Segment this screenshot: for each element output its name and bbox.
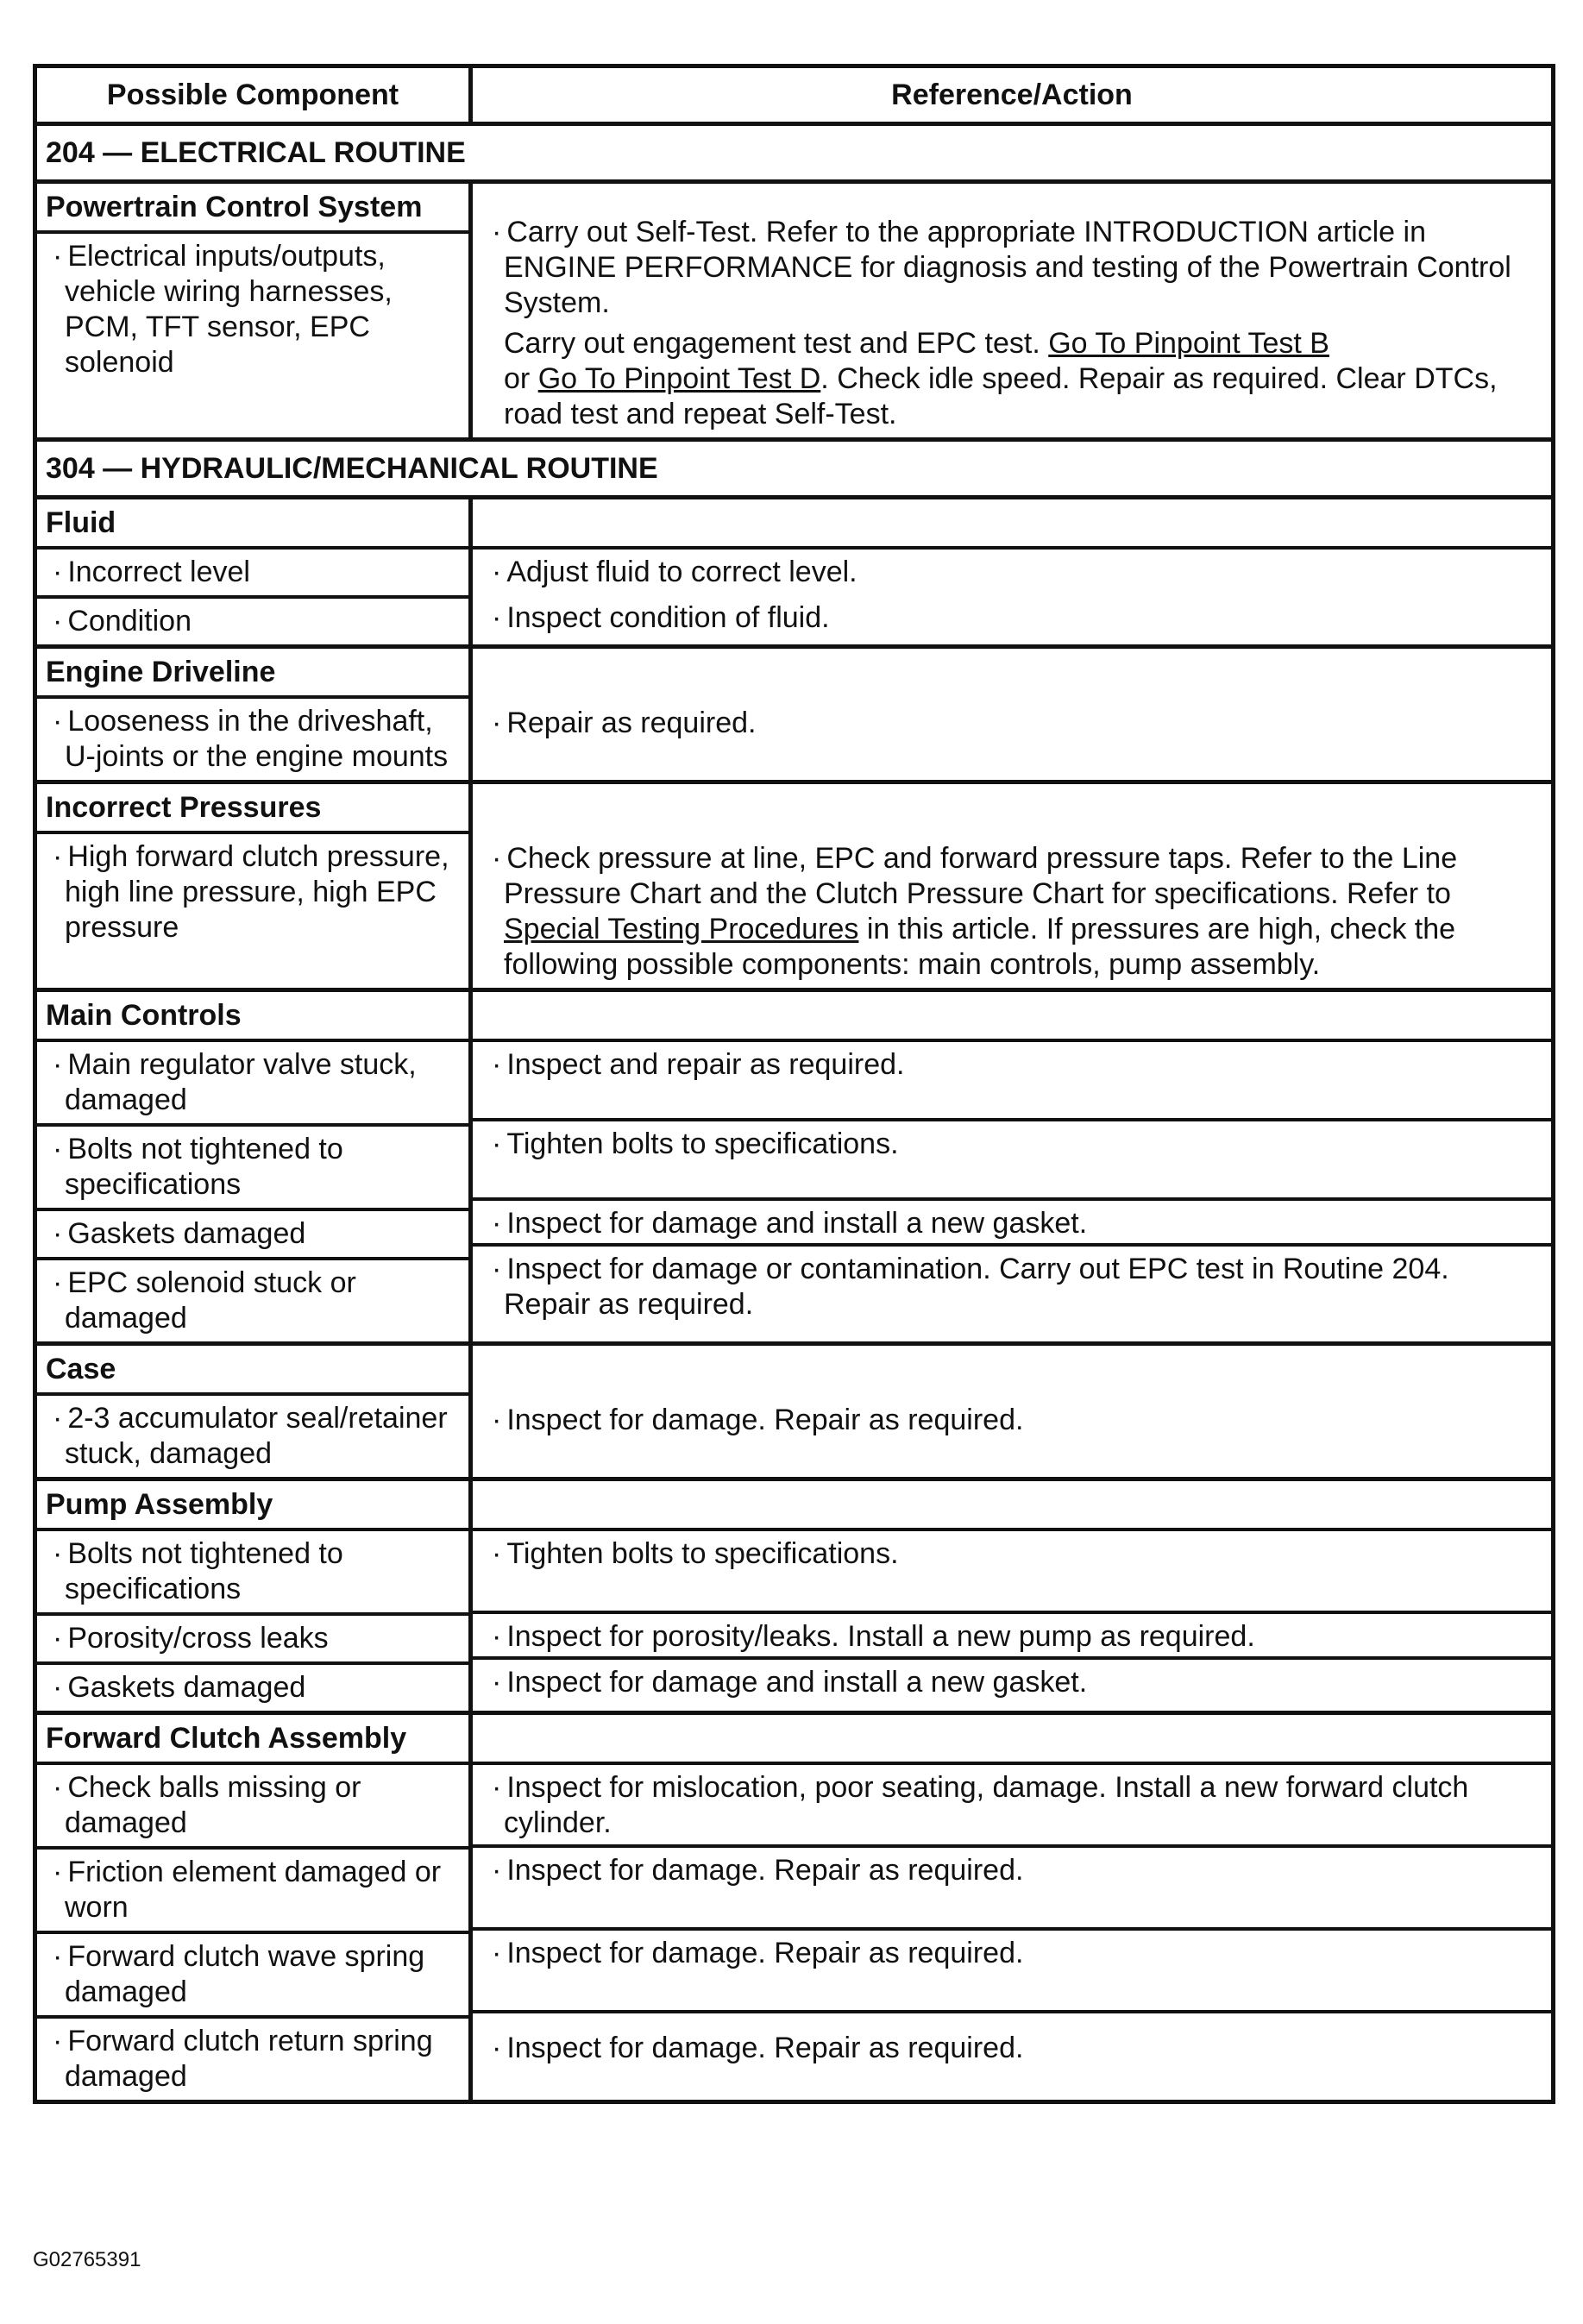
fluid-item-1: · Incorrect level <box>37 550 468 595</box>
case-action-cell <box>471 1344 1554 1479</box>
engine-driveline-action-1: · Repair as required. <box>473 649 1551 746</box>
routine-204-title: 204 — ELECTRICAL ROUTINE <box>35 124 1554 182</box>
fluid-component-cell <box>35 498 471 647</box>
group-title-main-controls: Main Controls <box>37 992 468 1042</box>
pressures-action-a: · Check pressure at line, EPC and forward pressure taps. Refer to the Line Pressure Chart and the Clutch Pressure Chart for specifications. Refer to <box>492 842 1457 910</box>
forward-clutch-action-3: · Inspect for damage. Repair as required. <box>473 1927 1551 2010</box>
pump-component-cell <box>35 1479 471 1713</box>
group-row-engine-driveline <box>35 647 1554 782</box>
pump-item-3: · Gaskets damaged <box>37 1661 468 1711</box>
pump-action-1: · Tighten bolts to specifications. <box>473 1531 1551 1611</box>
pcs-action-cell <box>471 182 1554 440</box>
main-controls-item-3: · Gaskets damaged <box>37 1208 468 1257</box>
pump-item-1: · Bolts not tightened to specifications <box>37 1531 468 1612</box>
pcs-action-1 <box>473 184 1551 326</box>
pump-action-2: · Inspect for porosity/leaks. Install a new pump as required. <box>473 1611 1551 1656</box>
group-title-pcs: Powertrain Control System <box>37 184 468 234</box>
forward-clutch-component-cell <box>35 1713 471 2102</box>
main-controls-action-4: · Inspect for damage or contamination. Carry out EPC test in Routine 204. Repair as required. <box>473 1243 1551 1328</box>
group-title-fluid: Fluid <box>37 499 468 550</box>
table-header-row <box>35 66 1554 124</box>
pump-action-cell <box>471 1479 1554 1713</box>
group-title-forward-clutch: Forward Clutch Assembly <box>37 1715 468 1765</box>
pcs-action-2 <box>473 326 1551 437</box>
main-controls-action-3: · Inspect for damage and install a new gasket. <box>473 1197 1551 1243</box>
pump-item-2: · Porosity/cross leaks <box>37 1612 468 1661</box>
header-component: Possible Component <box>35 66 471 124</box>
forward-clutch-item-4: · Forward clutch return spring damaged <box>37 2015 468 2100</box>
fluid-item-2: · Condition <box>37 595 468 644</box>
routine-row-304 <box>35 440 1554 498</box>
group-title-engine-driveline: Engine Driveline <box>37 649 468 699</box>
pcs-item: · Electrical inputs/outputs, vehicle wiring harnesses, PCM, TFT sensor, EPC solenoid <box>37 234 468 386</box>
forward-clutch-action-4: · Inspect for damage. Repair as required. <box>473 2010 1551 2071</box>
case-action-1: · Inspect for damage. Repair as required. <box>473 1346 1551 1443</box>
pcs-action-1-text: · Carry out Self-Test. Refer to the appropriate INTRODUCTION article in ENGINE PERFORMANCE for diagnosis and testing of the Powertrain Control System. <box>492 216 1511 319</box>
group-title-pump: Pump Assembly <box>37 1481 468 1531</box>
main-controls-item-4: · EPC solenoid stuck or damaged <box>37 1257 468 1341</box>
forward-clutch-item-2: · Friction element damaged or worn <box>37 1846 468 1931</box>
engine-driveline-component-cell <box>35 647 471 782</box>
group-title-pressures: Incorrect Pressures <box>37 784 468 834</box>
case-component-cell <box>35 1344 471 1479</box>
figure-id: G02765391 <box>33 2248 141 2271</box>
pressures-action <box>473 784 1551 988</box>
forward-clutch-item-1: · Check balls missing or damaged <box>37 1765 468 1846</box>
engine-driveline-item-1: · Looseness in the driveshaft, U-joints or the engine mounts <box>37 699 468 780</box>
group-row-pump <box>35 1479 1554 1713</box>
engine-driveline-action-cell <box>471 647 1554 782</box>
pcs-action-2b: or <box>504 362 531 395</box>
pump-action-3: · Inspect for damage and install a new gasket. <box>473 1656 1551 1705</box>
routine-304-title: 304 — HYDRAULIC/MECHANICAL ROUTINE <box>35 440 1554 498</box>
pressures-item-1: · High forward clutch pressure, high line pressure, high EPC pressure <box>37 834 468 951</box>
fluid-action-cell <box>471 498 1554 647</box>
group-row-forward-clutch <box>35 1713 1554 2102</box>
forward-clutch-action-2: · Inspect for damage. Repair as required. <box>473 1844 1551 1927</box>
forward-clutch-item-3: · Forward clutch wave spring damaged <box>37 1931 468 2015</box>
group-row-pressures <box>35 782 1554 990</box>
pcs-action-2c: . Check idle speed. Repair as required. Clear DTCs, road test and repeat Self-Test. <box>504 362 1498 430</box>
diagnosis-table <box>33 64 1555 2104</box>
pcs-component-cell <box>35 182 471 440</box>
group-row-main-controls <box>35 990 1554 1344</box>
pinpoint-test-b-link[interactable]: Go To Pinpoint Test B <box>1048 327 1329 360</box>
pressures-action-b: in this article. If pressures are high, check the following possible components: main controls, pump assembly. <box>504 913 1456 981</box>
group-row-pcs <box>35 182 1554 440</box>
main-controls-action-cell <box>471 990 1554 1344</box>
pinpoint-test-d-link[interactable]: Go To Pinpoint Test D <box>537 362 821 395</box>
pressures-component-cell <box>35 782 471 990</box>
main-controls-action-1: · Inspect and repair as required. <box>473 1042 1551 1118</box>
forward-clutch-action-cell <box>471 1713 1554 2102</box>
main-controls-component-cell <box>35 990 471 1344</box>
fluid-action-1: · Adjust fluid to correct level. <box>473 550 1551 595</box>
routine-row-204 <box>35 124 1554 182</box>
group-title-case: Case <box>37 1346 468 1396</box>
fluid-action-2: · Inspect condition of fluid. <box>473 595 1551 641</box>
main-controls-item-1: · Main regulator valve stuck, damaged <box>37 1042 468 1123</box>
case-item-1: · 2-3 accumulator seal/retainer stuck, damaged <box>37 1396 468 1477</box>
main-controls-item-2: · Bolts not tightened to specifications <box>37 1123 468 1208</box>
special-testing-procedures-link[interactable]: Special Testing Procedures <box>504 913 859 945</box>
header-action: Reference/Action <box>471 66 1554 124</box>
main-controls-action-2: · Tighten bolts to specifications. <box>473 1118 1551 1197</box>
group-row-case <box>35 1344 1554 1479</box>
forward-clutch-action-1: · Inspect for mislocation, poor seating, damage. Install a new forward clutch cylinder. <box>473 1765 1551 1844</box>
pcs-action-2a: Carry out engagement test and EPC test. <box>504 327 1040 360</box>
pressures-action-cell <box>471 782 1554 990</box>
group-row-fluid <box>35 498 1554 647</box>
